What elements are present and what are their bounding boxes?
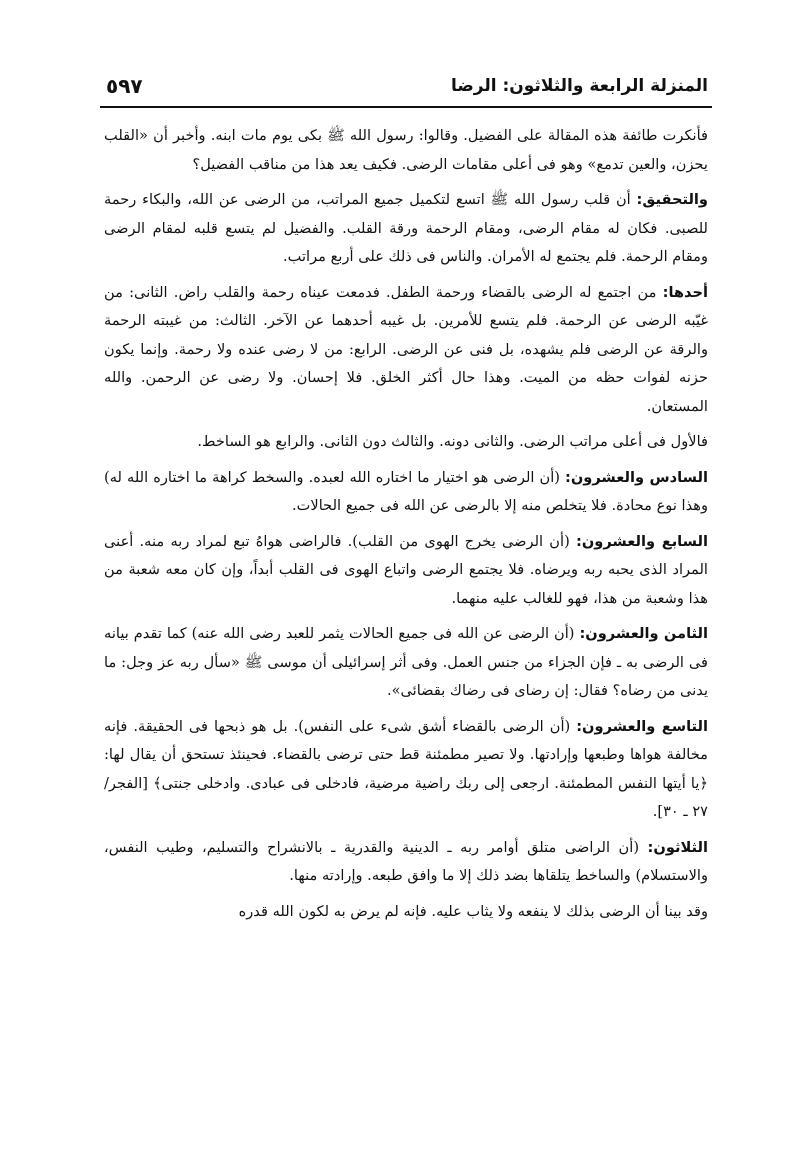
chapter-title: المنزلة الرابعة والثلاثون: الرضا — [450, 76, 708, 96]
paragraph: والتحقيق: أن قلب رسول الله ﷺ اتسع لتكميل جميع المراتب، من الرضى عن الله، والبكاء رحمة للصبى. فكان له مقام الرضى، ومقام الرحمة ورقة القلب. والفضيل لم يتسع قلبه لمقام الرضى ومقام الرحمة. فلم يجتمع له الأمران. والناس فى ذلك على أربع مراتب. — [104, 191, 708, 265]
paragraph-lead: السادس والعشرون: — [564, 468, 708, 486]
page-number: ٥٩٧ — [106, 74, 143, 98]
paragraph-lead: والتحقيق: — [636, 191, 708, 208]
paragraph: الثلاثون: (أن الراضى متلق أوامر ربه ـ الدينية والقدرية ـ بالانشراح والتسليم، وطيب النفس، والاستسلام) والساخط يتلقاها بضد ذلك إلا ما وافق طبعه. وإرادته منها. — [104, 838, 708, 884]
paragraph: أحدها: من اجتمع له الرضى بالقضاء ورحمة الطفل. فدمعت عيناه رحمة والقلب راض. الثانى: من غيّبه الرضى عن الرحمة. فلم يتسع للأمرين. بل غيبه أحدهما عن الآخر. الثالث: من غيبته الرحمة والرقة عن الرضى فلم يشهده، بل فنى عن الرضى. الرابع: من لا رضى عنده ولا رحمة. وإنما يكون حزنه لفوات حظه من الميت. وهذا حال أكثر الخلق. فلا إحسان. ولا رضى عن الرحمن. والله المستعان. — [104, 283, 708, 415]
body-text — [100, 122, 712, 926]
paragraph-lead: السابع والعشرون: — [575, 532, 708, 550]
paragraph-lead: التاسع والعشرون: — [576, 717, 708, 735]
paragraph-lead: الثامن والعشرون: — [579, 625, 708, 642]
paragraph-lead: أحدها: — [662, 283, 708, 301]
paragraph: الثامن والعشرون: (أن الرضى عن الله فى جميع الحالات يثمر للعبد رضى الله عنه) كما تقدم بيانه فى الرضى به ـ فإن الجزاء من جنس العمل. وفى أثر إسرائيلى أن موسى ﷺ «سأل ربه عز وجل: ما يدنى من رضاه؟ فقال: إن رضاى فى رضاك بقضائى». — [104, 625, 708, 699]
paragraph: السابع والعشرون: (أن الرضى يخرج الهوى من القلب). فالراضى هواهُ تبع لمراد ربه منه. أعنى المراد الذى يحبه ربه ويرضاه. فلا يجتمع الرضى واتباع الهوى فى القلب أبداً، وإن كان معه شعبة من هذا وشعبة من هذا، فهو للغالب عليه منهما. — [104, 532, 708, 607]
running-header — [100, 72, 712, 108]
paragraph: فأنكرت طائفة هذه المقالة على الفضيل. وقالوا: رسول الله ﷺ بكى يوم مات ابنه. وأخبر أن «القلب يحزن، والعين تدمع» وهو فى أعلى مقامات الرضى. فكيف يعد هذا من مناقب الفضيل؟ — [104, 127, 708, 173]
paragraph: التاسع والعشرون: (أن الرضى بالقضاء أشق شىء على النفس). بل هو ذبحها فى الحقيقة. فإنه مخالفة هواها وطبعها وإرادتها. ولا تصير مطمئنة قط حتى ترضى بالقضاء. فحينئذ تستحق أن يقال لها: ﴿يا أيتها النفس المطمئنة. ارجعى إلى ربك راضية مرضية، فادخلى فى عبادى. وادخلى جنتى﴾ [الفجر/ ٢٧ ـ ٣٠]. — [104, 717, 708, 820]
paragraph-lead: الثلاثون: — [647, 838, 708, 856]
book-page — [100, 72, 712, 933]
paragraph: السادس والعشرون: (أن الرضى هو اختيار ما اختاره الله لعبده. والسخط كراهة ما اختاره الله له) وهذا نوع محادة. فلا يتخلص منه إلا بالرضى عن الله فى جميع الحالات. — [104, 468, 708, 514]
paragraph: وقد بينا أن الرضى بذلك لا ينفعه ولا يثاب عليه. فإنه لم يرض به لكون الله قدره — [238, 902, 708, 920]
paragraph: فالأول فى أعلى مراتب الرضى. والثانى دونه. والثالث دون الثانى. والرابع هو الساخط. — [197, 433, 708, 450]
